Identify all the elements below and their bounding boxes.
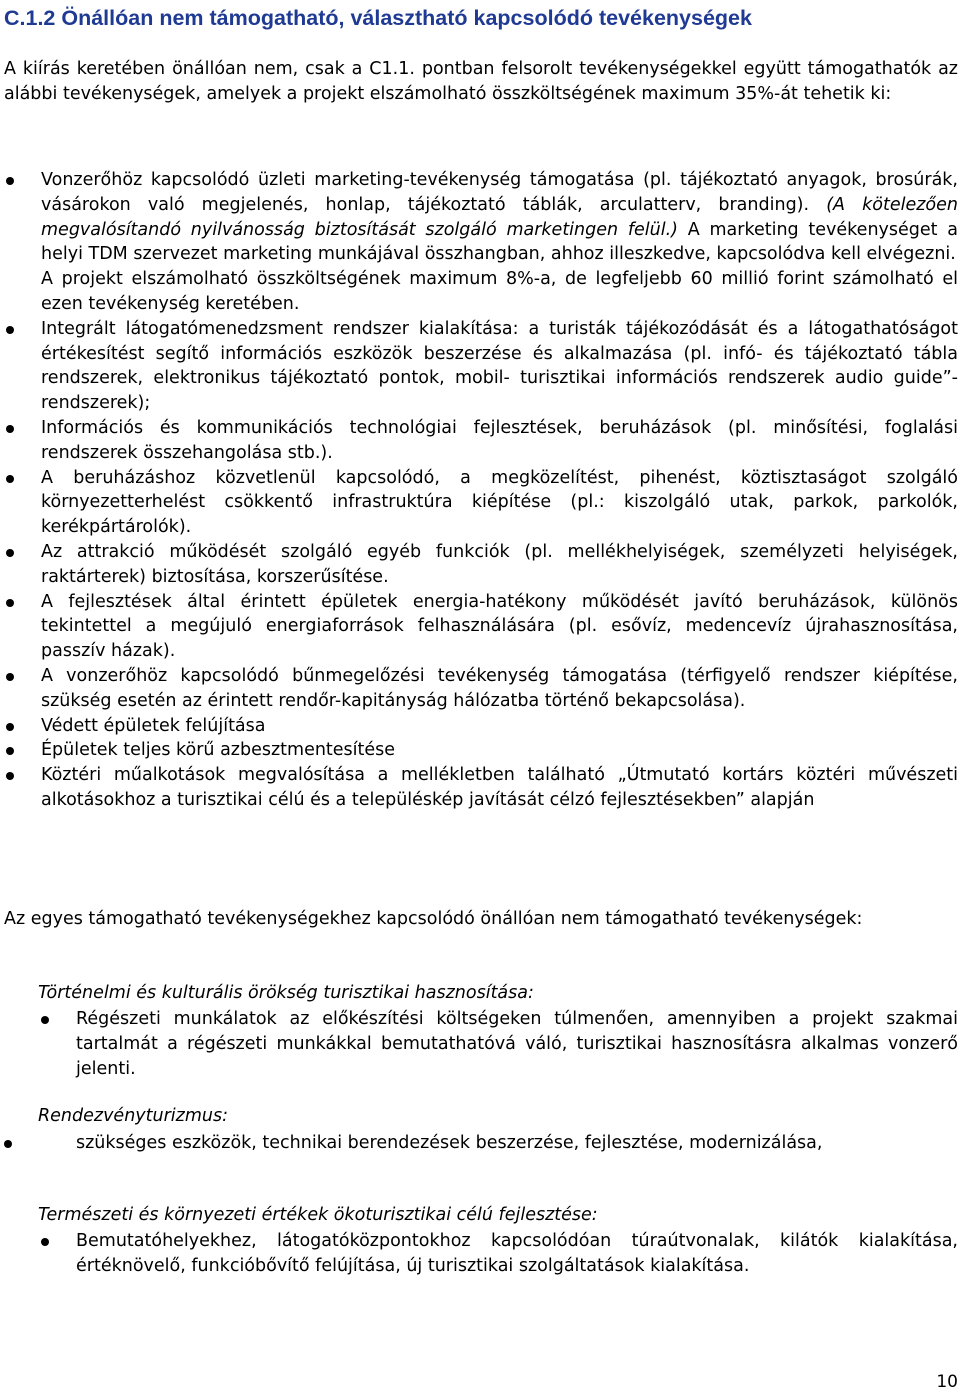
list-item — [0, 738, 958, 763]
section-title: Rendezvényturizmus: — [38, 1106, 228, 1126]
bullet-icon — [41, 1016, 49, 1024]
list-item — [0, 416, 958, 466]
list-item — [0, 714, 958, 739]
italic-note: (A kötelezően megvalósítandó nyilvánosság biztosítását szolgáló marketingen felül.) — [41, 194, 958, 240]
section-list — [0, 1007, 958, 1081]
page-number: 10 — [936, 1372, 958, 1392]
list-item-text: szükséges eszközök, technikai berendezések beszerzése, fejlesztése, modernizálása, — [76, 1133, 823, 1153]
list-item-text — [41, 168, 958, 267]
bullet-icon — [4, 1140, 12, 1148]
bullet-icon — [6, 673, 14, 681]
list-item-text: Bemutatóhelyekhez, látogatóközpontokhoz kapcsolódóan túraútvonalak, kilátók kialakítása, értéknövelő, funkcióbővítő felújítása, új turisztikai szolgáltatások kialakítása. — [76, 1231, 958, 1276]
text-segment: Vonzerőhöz kapcsolódó üzleti marketing-tevékenység támogatása (pl. tájékoztató anyagok, brosúrák, vásárokon való megjelenés, honlap, tájékoztató táblák, arculatterv, branding). — [41, 170, 958, 215]
bullet-icon — [6, 747, 14, 755]
bullet-icon — [6, 599, 14, 607]
list-item-text: Épületek teljes körű azbesztmentesítése — [41, 740, 396, 761]
section-list — [0, 1229, 958, 1279]
list-item-text: Az attrakció működését szolgáló egyéb funkciók (pl. mellékhelyiségek, személyzeti helyiségek, raktárterek) biztosítása, korszerűsítése. — [41, 541, 958, 587]
list-item — [0, 466, 958, 540]
list-item-text: A projekt elszámolható összköltségének maximum 8%-a, de legfeljebb 60 millió forint számolható el ezen tevékenység keretében. — [41, 269, 958, 314]
list-item-text: Régészeti munkálatok az előkészítési költségeken túlmenően, amennyiben a projekt szakmai tartalmát a régészeti munkákkal bemutathatóvá váló, turisztikai hasznosításra alkalmas vonzerő jelenti. — [76, 1009, 958, 1079]
list-item-text: Információs és kommunikációs technológiai fejlesztések, beruházások (pl. minősítési, foglalási rendszerek összehangolása stb.). — [41, 417, 958, 463]
list-item-text: Integrált látogatómenedzsment rendszer kialakítása: a turisták tájékozódását és a látogathatóságot értékesítést segítő információs eszközök beszerzése és alkalmazása (pl. infó- és tájékoztató tábla rendszerek, elektronikus tájékoztató pontok, mobil- turisztikai információs rendszerek audio guide”-rendszerek); — [41, 318, 958, 414]
section-title: Történelmi és kulturális örökség turisztikai hasznosítása: — [38, 983, 534, 1003]
related-activities-intro: Az egyes támogatható tevékenységekhez kapcsolódó önállóan nem támogatható tevékenységek: — [4, 909, 863, 929]
list-item — [0, 763, 958, 813]
bullet-icon — [6, 772, 14, 780]
list-item — [0, 1131, 958, 1156]
bullet-icon — [6, 425, 14, 433]
bullet-icon — [6, 475, 14, 483]
bullet-icon — [41, 1238, 49, 1246]
list-item-text: Köztéri műalkotások megvalósítása a mellékletben található „Útmutató kortárs köztéri művészeti alkotásokhoz a turisztikai célú és a településkép javítását célzó fejlesztésekben” alapján — [41, 765, 958, 810]
list-item — [0, 1007, 958, 1081]
section-list — [0, 1131, 958, 1156]
list-item — [0, 590, 958, 664]
list-item — [0, 317, 958, 416]
list-item — [0, 1229, 958, 1279]
section-heading: C.1.2 Önállóan nem támogatható, választható kapcsolódó tevékenységek — [4, 6, 752, 30]
activity-list — [0, 168, 958, 813]
bullet-icon — [6, 549, 14, 557]
list-item — [0, 168, 958, 317]
intro-paragraph: A kiírás keretében önállóan nem, csak a C1.1. pontban felsorolt tevékenységekkel együtt támogathatók az alábbi tevékenységek, amelyek a projekt elszámolható összköltségének maximum 35%-át tehetik ki: — [4, 59, 958, 104]
list-item-text: Védett épületek felújítása — [41, 715, 266, 736]
list-item-text: A vonzerőhöz kapcsolódó bűnmegelőzési tevékenység támogatása (térfigyelő rendszer kiépítése, szükség esetén az érintett rendőr-kapitányság hálózatba történő bekapcsolása). — [41, 665, 958, 711]
bullet-icon — [6, 723, 14, 731]
section-title: Természeti és környezeti értékek ökoturisztikai célú fejlesztése: — [38, 1205, 598, 1225]
list-item-text: A fejlesztések által érintett épületek energia-hatékony működését javító beruházások, különös tekintettel a megújuló energiaforrások felhasználására (pl. esővíz, medencevíz újrahasznosítása, passzív házak). — [41, 591, 958, 662]
bullet-icon — [6, 326, 14, 334]
list-item-text: A beruházáshoz közvetlenül kapcsolódó, a megközelítést, pihenést, köztisztaságot szolgáló környezetterhelést csökkentő infrastruktúra kiépítése (pl.: kiszolgáló utak, parkok, parkolók, kerékpártárolók). — [41, 467, 958, 538]
text-segment: A marketing tevékenységet a helyi TDM szervezet marketing munkájával összhangban, ahhoz illeszkedve, kapcsolódva kell elvégezni. — [41, 219, 958, 265]
list-item — [0, 664, 958, 714]
list-item — [0, 540, 958, 590]
bullet-icon — [6, 177, 14, 185]
